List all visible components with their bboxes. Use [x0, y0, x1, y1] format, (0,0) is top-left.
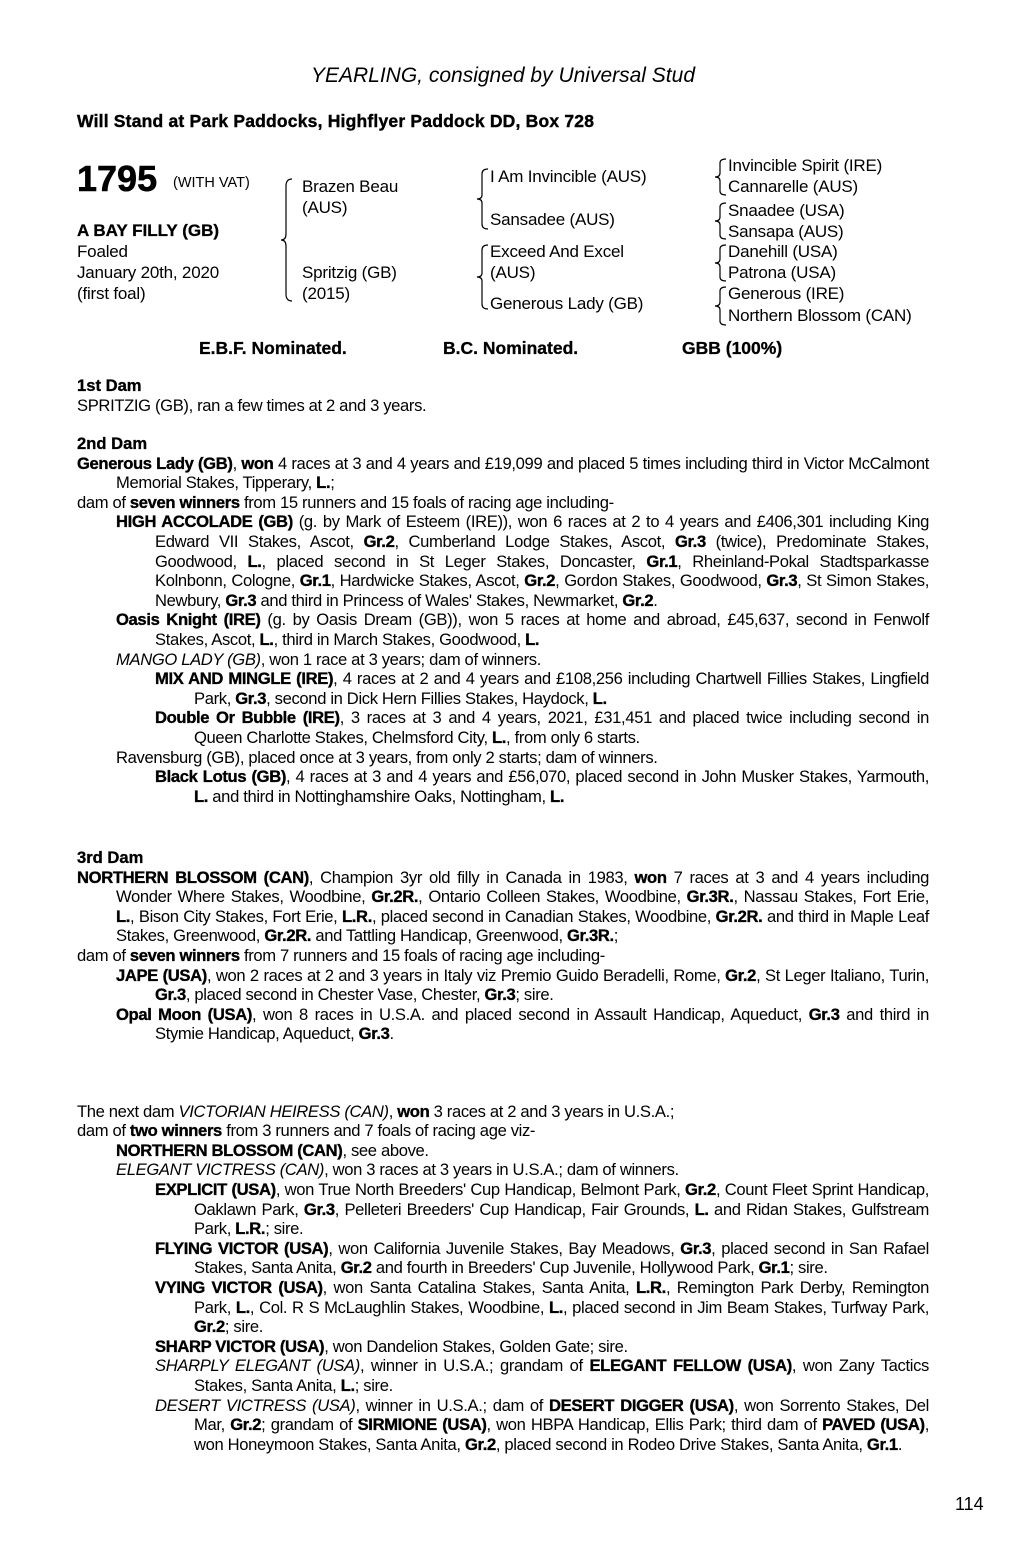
bold-text: L.	[259, 629, 274, 649]
pedigree-entry	[77, 1102, 929, 1122]
pedigree-entry	[77, 966, 929, 1005]
text: (twice), Predominate Stakes, Goodwood,	[155, 531, 929, 571]
brace-icon	[714, 244, 728, 282]
text: The next dam	[77, 1101, 179, 1121]
bold-text: SHARP VICTOR (USA)	[155, 1336, 325, 1356]
text: ; sire.	[515, 985, 554, 1005]
bold-text: JAPE (USA)	[116, 965, 207, 985]
text: , 4 races at 3 and 4 years and £56,070, placed second in John Musker Stakes, Yarmouth,	[286, 767, 929, 787]
bold-text: Gr.3	[225, 590, 257, 610]
bold-text: Gr.1	[299, 571, 331, 591]
dam-dam: Generous Lady (GB)	[490, 294, 644, 313]
bold-text: L.R.	[342, 906, 372, 926]
pedigree-entry	[77, 610, 929, 649]
bold-text: Gr.2	[464, 1434, 496, 1454]
brace-icon	[476, 244, 490, 310]
text: (g. by Oasis Dream (GB)), won 5 races at home and abroad, £45,637, second in Fenwolf Stakes, Ascot,	[155, 610, 930, 649]
text: , second in Dick Hern Fillies Stakes, Haydock,	[266, 688, 593, 708]
bold-text: Opal Moon (USA)	[116, 1004, 253, 1024]
bold-text: Gr.3	[808, 1004, 840, 1024]
bold-text: Gr.2	[363, 531, 395, 551]
text: .	[653, 590, 658, 610]
bold-text: Gr.3	[155, 985, 186, 1005]
foal-note: (first foal)	[77, 284, 146, 303]
pedigree-entry	[77, 1396, 929, 1455]
section-2nd-dam	[77, 434, 929, 806]
text: ; sire.	[354, 1375, 393, 1395]
italic-text: SHARPLY ELEGANT (USA)	[155, 1356, 360, 1376]
horse-name: A BAY FILLY (GB)	[77, 221, 220, 240]
ancestor-gen3: Patrona (USA)	[728, 263, 836, 282]
bold-text: Gr.3	[235, 688, 267, 708]
text: , won HBPA Handicap, Ellis Park; third dam of	[486, 1415, 823, 1435]
brace-icon	[714, 202, 728, 240]
pedigree-entry	[77, 493, 929, 513]
text: , Cumberland Lodge Stakes, Ascot,	[394, 531, 675, 551]
pedigree-entry	[77, 454, 929, 493]
ancestor-gen3: Generous (IRE)	[728, 284, 845, 303]
bold-text: L.	[316, 473, 331, 493]
text: , won Sorrento Stakes, Del Mar,	[194, 1395, 929, 1435]
bold-text: L.	[492, 727, 507, 747]
bold-text: Gr.2	[524, 571, 556, 591]
text: , Gordon Stakes, Goodwood,	[555, 571, 767, 591]
sire-dam: Sansadee (AUS)	[490, 210, 615, 229]
bold-text: seven winners	[129, 945, 240, 965]
text: dam of	[77, 492, 130, 512]
bold-text: MIX AND MINGLE (IRE)	[155, 669, 334, 689]
dam-sire-country: (AUS)	[490, 263, 536, 282]
text: ; grandam of	[261, 1415, 358, 1435]
bold-text: ELEGANT FELLOW (USA)	[589, 1356, 792, 1376]
text: , St Leger Italiano, Turin,	[756, 965, 930, 985]
ebf-nomination: E.B.F. Nominated.	[199, 338, 347, 358]
text: , 3 races at 3 and 4 years, 2021, £31,451 and placed twice including second in Queen Charlotte Stakes, Chelmsford City,	[194, 708, 930, 747]
text: , Hardwicke Stakes, Ascot,	[330, 571, 525, 591]
bold-text: Gr.2R.	[264, 926, 312, 946]
text: , see above.	[342, 1140, 429, 1160]
bold-text: Gr.2	[230, 1415, 262, 1435]
bold-text: Double Or Bubble (IRE)	[155, 708, 340, 728]
text: , Count Fleet Sprint Handicap, Oaklawn Park,	[194, 1179, 930, 1219]
pedigree-entry	[77, 1180, 929, 1239]
vat-note: (WITH VAT)	[173, 175, 250, 191]
bold-text: Gr.3	[674, 531, 706, 551]
bold-text: DESERT DIGGER (USA)	[549, 1395, 734, 1415]
bold-text: Gr.2R.	[371, 887, 419, 907]
text: and third in Nottinghamshire Oaks, Nottingham,	[208, 786, 551, 806]
section-heading: 3rd Dam	[77, 848, 144, 867]
pedigree-entry	[77, 1121, 929, 1141]
pedigree-entry	[77, 1160, 929, 1180]
bold-text: PAVED (USA)	[822, 1415, 925, 1435]
bold-text: won	[241, 453, 274, 473]
text: .	[897, 1434, 903, 1454]
text: ,	[388, 1101, 398, 1121]
ancestor-gen3: Danehill (USA)	[728, 242, 838, 261]
text: ; sire.	[789, 1258, 828, 1278]
bold-text: L.	[340, 1375, 355, 1395]
text: , won Zany Tactics Stakes, Santa Anita,	[194, 1356, 929, 1395]
text: , placed second in Canadian Stakes, Woodbine,	[371, 906, 716, 926]
brace-icon	[714, 158, 728, 196]
text: and third in Princess of Wales' Stakes, Newmarket,	[256, 590, 623, 610]
pedigree-entry	[77, 1141, 929, 1161]
dam-sire: Exceed And Excel	[490, 242, 624, 261]
italic-text: VICTORIAN HEIRESS (CAN)	[178, 1101, 389, 1121]
section-1st-dam	[77, 376, 929, 415]
dam-year: (2015)	[302, 284, 350, 303]
sire-name: Brazen Beau	[302, 177, 399, 196]
section-heading: 1st Dam	[77, 376, 142, 395]
bold-text: HIGH ACCOLADE (GB)	[116, 512, 293, 532]
dam-name: Spritzig (GB)	[302, 263, 397, 282]
bold-text: Gr.2R.	[715, 906, 763, 926]
text: and third in Stymie Handicap, Aqueduct,	[155, 1004, 930, 1044]
bold-text: two winners	[129, 1121, 222, 1141]
foaled-date: January 20th, 2020	[77, 263, 219, 282]
text: from 3 runners and 7 foals of racing age viz-	[221, 1121, 536, 1141]
text: , won 3 races at 3 years in U.S.A.; dam of winners.	[324, 1160, 679, 1180]
italic-text: MANGO LADY (GB)	[116, 649, 261, 669]
text: from 7 runners and 15 foals of racing age including-	[239, 945, 605, 965]
text: dam of	[77, 1121, 130, 1141]
pedigree-entry	[77, 650, 929, 670]
text: , St Simon Stakes, Newbury,	[155, 571, 929, 610]
bold-text: Gr.3	[766, 571, 798, 591]
section-next-dam	[77, 1082, 929, 1454]
italic-text: ELEGANT VICTRESS (CAN)	[116, 1160, 325, 1180]
brace-icon	[714, 286, 728, 326]
stabling-location: Will Stand at Park Paddocks, Highflyer Paddock DD, Box 728	[77, 111, 595, 131]
pedigree-entry	[77, 946, 929, 966]
pedigree-entry	[77, 1005, 929, 1044]
pedigree-entry	[77, 669, 929, 708]
bold-text: L.	[548, 1297, 564, 1317]
bold-text: NORTHERN BLOSSOM (CAN)	[77, 867, 309, 887]
text: 3 races at 2 and 3 years in U.S.A.;	[429, 1101, 675, 1121]
bold-text: Gr.2	[622, 590, 654, 610]
text: , Rheinland-Pokal Stadtsparkasse Kolnbonn, Cologne,	[155, 551, 929, 591]
text: .	[389, 1024, 394, 1044]
text: and Tattling Handicap, Greenwood,	[311, 926, 567, 946]
bold-text: L.	[592, 688, 607, 708]
ancestor-gen3: Snaadee (USA)	[728, 201, 845, 220]
text: , 4 races at 2 and 4 years and £108,256 including Chartwell Fillies Stakes, Lingfield Park,	[194, 669, 929, 708]
bold-text: Gr.1	[646, 551, 678, 571]
bold-text: Gr.2	[340, 1258, 372, 1278]
bold-text: Oasis Knight (IRE)	[116, 610, 261, 630]
text: , Nassau Stakes, Fort Erie,	[733, 887, 930, 907]
bold-text: Gr.1	[758, 1258, 790, 1278]
pedigree-entry	[77, 767, 929, 806]
bold-text: L.	[235, 1297, 250, 1317]
text: , Pelleteri Breeders' Cup Handicap, Fair Grounds,	[334, 1199, 695, 1219]
bold-text: won	[397, 1101, 430, 1121]
ancestor-gen3: Northern Blossom (CAN)	[728, 306, 912, 325]
brace-icon	[476, 168, 490, 230]
bc-nomination: B.C. Nominated.	[443, 338, 579, 358]
text: 4 races at 3 and 4 years and £19,099 and placed 5 times including third in Victor McCalmont Memorial Stakes, Tipperary,	[116, 453, 929, 493]
text: ,	[232, 453, 242, 473]
text: ; sire.	[265, 1219, 304, 1239]
pedigree-entry	[77, 1239, 929, 1278]
text: SPRITZIG (GB), ran a few times at 2 and 3 years.	[77, 395, 427, 415]
text: dam of	[77, 945, 130, 965]
bold-text: Black Lotus (GB)	[155, 767, 287, 787]
page-title: YEARLING, consigned by Universal Stud	[310, 64, 696, 87]
text: , won California Juvenile Stakes, Bay Meadows,	[328, 1238, 681, 1258]
bold-text: Gr.2	[194, 1317, 225, 1337]
bold-text: won	[634, 867, 667, 887]
text: , from only 6 starts.	[506, 727, 640, 747]
bold-text: L.	[694, 1199, 709, 1219]
text: and third in Maple Leaf Stakes, Greenwood,	[116, 906, 929, 946]
bold-text: FLYING VICTOR (USA)	[155, 1238, 329, 1258]
bold-text: Generous Lady (GB)	[77, 453, 233, 473]
text: , Remington Park Derby, Remington Park,	[194, 1277, 929, 1317]
section-heading: 2nd Dam	[77, 434, 148, 453]
pedigree-entry	[77, 1356, 929, 1395]
text: , won Santa Catalina Stakes, Santa Anita,	[322, 1277, 636, 1297]
section-heading	[77, 1082, 929, 1102]
text: , placed second in Jim Beam Stakes, Turfway Park,	[563, 1297, 929, 1317]
text: , placed second in Rodeo Drive Stakes, Santa Anita,	[495, 1434, 867, 1454]
bold-text: Gr.3	[484, 985, 516, 1005]
pedigree-entry	[77, 868, 929, 946]
bold-text: EXPLICIT (USA)	[155, 1179, 276, 1199]
bold-text: Gr.3R.	[567, 926, 614, 946]
bold-text: NORTHERN BLOSSOM (CAN)	[116, 1140, 343, 1160]
text: 7 races at 3 and 4 years including Wonder Where Stakes, Woodbine,	[116, 867, 929, 907]
italic-text: DESERT VICTRESS (USA)	[155, 1395, 356, 1415]
sire-sire: I Am Invincible (AUS)	[490, 167, 647, 186]
text: (g. by Mark of Esteem (IRE)), won 6 races at 2 to 4 years and £406,301 including King Edward VII Stakes, Ascot,	[155, 512, 929, 551]
bold-text: seven winners	[129, 492, 240, 512]
bold-text: Gr.3	[303, 1199, 335, 1219]
bold-text: L.	[550, 786, 565, 806]
bold-text: L.R.	[235, 1219, 266, 1239]
bold-text: Gr.2	[725, 965, 757, 985]
bold-text: VYING VICTOR (USA)	[155, 1277, 323, 1297]
ancestor-gen3: Sansapa (AUS)	[728, 222, 844, 241]
bold-text: L.	[194, 786, 209, 806]
ancestor-gen3: Invincible Spirit (IRE)	[728, 156, 883, 175]
brace-icon	[280, 178, 294, 302]
pedigree-entry	[77, 708, 929, 747]
text: , won Honeymoon Stakes, Santa Anita,	[194, 1415, 929, 1454]
bold-text: L.	[116, 906, 131, 926]
text: , third in March Stakes, Goodwood,	[273, 629, 526, 649]
pedigree-entry	[77, 748, 929, 768]
text: Ravensburg (GB), placed once at 3 years, from only 2 starts; dam of winners.	[116, 747, 658, 767]
bold-text: Gr.3	[680, 1238, 712, 1258]
bold-text: L.	[525, 629, 540, 649]
pedigree-entry	[77, 1278, 929, 1337]
text: , winner in U.S.A.; grandam of	[359, 1356, 590, 1376]
bold-text: Gr.2	[685, 1179, 716, 1199]
pedigree-entry	[77, 512, 929, 610]
ancestor-gen3: Cannarelle (AUS)	[728, 177, 859, 196]
foaled-label: Foaled	[77, 242, 128, 261]
text: , won 1 race at 3 years; dam of winners.	[260, 649, 541, 669]
text: , Ontario Colleen Stakes, Woodbine,	[418, 887, 687, 907]
text: ;	[330, 473, 335, 493]
text: , winner in U.S.A.; dam of	[355, 1395, 550, 1415]
bold-text: SIRMIONE (USA)	[357, 1415, 487, 1435]
sire-country: (AUS)	[302, 198, 348, 217]
bold-text: Gr.3	[358, 1024, 390, 1044]
text: , Bison City Stakes, Fort Erie,	[130, 906, 343, 926]
text: , placed second in St Leger Stakes, Doncaster,	[261, 551, 647, 571]
text: from 15 runners and 15 foals of racing age including-	[239, 492, 614, 512]
text: , Champion 3yr old filly in Canada in 1983,	[308, 867, 635, 887]
text: , won True North Breeders' Cup Handicap, Belmont Park,	[275, 1179, 686, 1199]
text: and Ridan Stakes, Gulfstream Park,	[194, 1199, 929, 1239]
text: ; sire.	[224, 1317, 264, 1337]
gbb-status: GBB (100%)	[682, 338, 783, 358]
bold-text: L.R.	[636, 1277, 666, 1297]
text: , won 8 races in U.S.A. and placed second in Assault Handicap, Aqueduct,	[252, 1004, 809, 1024]
bold-text: Gr.1	[866, 1434, 898, 1454]
text: , won 2 races at 2 and 3 years in Italy viz Premio Guido Beradelli, Rome,	[206, 965, 726, 985]
text: , placed second in Chester Vase, Chester,	[185, 985, 485, 1005]
text: , placed second in San Rafael Stakes, Santa Anita,	[194, 1238, 929, 1278]
bold-text: L.	[247, 551, 262, 571]
text: ;	[613, 926, 619, 946]
text: , won Dandelion Stakes, Golden Gate; sire.	[324, 1336, 628, 1356]
bold-text: Gr.3R.	[686, 887, 734, 907]
section-3rd-dam	[77, 848, 929, 1044]
text: and fourth in Breeders' Cup Juvenile, Hollywood Park,	[371, 1258, 759, 1278]
pedigree-entry	[77, 396, 929, 416]
pedigree-entry	[77, 1337, 929, 1357]
text: , Col. R S McLaughlin Stakes, Woodbine,	[249, 1297, 549, 1317]
lot-number: 1795	[77, 158, 158, 199]
page-number: 114	[955, 1494, 984, 1514]
